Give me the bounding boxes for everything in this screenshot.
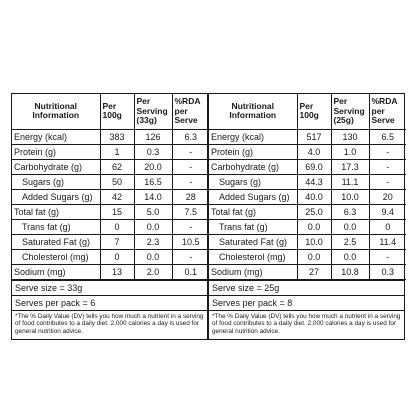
header-per-100g: Per 100g [100, 94, 134, 129]
per-100g-value: 50 [100, 174, 134, 189]
per-100g-value: 1 [100, 144, 134, 159]
per-serving-value: 14.0 [134, 189, 172, 204]
table-row [12, 129, 209, 144]
per-100g-value: 10.0 [297, 234, 331, 249]
per-100g-value: 15 [100, 204, 134, 219]
per-serving-value: 0.0 [134, 249, 172, 264]
rda-value: 0.1 [172, 264, 209, 279]
rda-value: - [369, 174, 406, 189]
per-serving-value: 11.1 [331, 174, 369, 189]
per-serving-value: 0.0 [331, 219, 369, 234]
per-serving-value: 1.0 [331, 144, 369, 159]
table-row [209, 264, 406, 279]
per-100g-value: 40.0 [297, 189, 331, 204]
per-serving-value: 130 [331, 129, 369, 144]
rda-value: 10.5 [172, 234, 209, 249]
nutrient-name: Sodium (mg) [209, 264, 297, 279]
table-row [12, 204, 209, 219]
table-row [209, 129, 406, 144]
per-100g-value: 0.0 [297, 249, 331, 264]
per-100g-value: 0 [100, 249, 134, 264]
per-100g-value: 42 [100, 189, 134, 204]
rda-value: - [172, 159, 209, 174]
serve-size: Serve size = 25g [209, 280, 404, 295]
serve-size: Serve size = 33g [12, 280, 207, 295]
per-serving-value: 16.5 [134, 174, 172, 189]
nutrient-name: Trans fat (g) [12, 219, 100, 234]
rda-value: 9.4 [369, 204, 406, 219]
rda-value: 11.4 [369, 234, 406, 249]
nutrient-name: Energy (kcal) [209, 129, 297, 144]
header-per-serving: Per Serving (33g) [134, 94, 172, 129]
header-per-serving: Per Serving (25g) [331, 94, 369, 129]
rda-value: 6.3 [172, 129, 209, 144]
table-row [12, 234, 209, 249]
table-row [209, 219, 406, 234]
nutrient-name: Protein (g) [209, 144, 297, 159]
table-row [209, 234, 406, 249]
table-row [12, 174, 209, 189]
per-100g-value: 69.0 [297, 159, 331, 174]
nutrient-name: Carbohydrate (g) [209, 159, 297, 174]
header-nutrient: Nutritional Information [12, 94, 100, 129]
table-row [12, 249, 209, 264]
rda-value: - [172, 144, 209, 159]
per-100g-value: 27 [297, 264, 331, 279]
header-nutrient: Nutritional Information [209, 94, 297, 129]
per-serving-value: 2.3 [134, 234, 172, 249]
per-serving-value: 10.0 [331, 189, 369, 204]
table-row [209, 159, 406, 174]
nutrient-name: Energy (kcal) [12, 129, 100, 144]
rda-value: - [369, 144, 406, 159]
rda-value: - [172, 174, 209, 189]
nutrition-table [209, 94, 406, 280]
rda-value: - [172, 249, 209, 264]
per-serving-value: 6.3 [331, 204, 369, 219]
per-serving-value: 2.5 [331, 234, 369, 249]
table-row [12, 189, 209, 204]
nutrient-name: Protein (g) [12, 144, 100, 159]
per-100g-value: 7 [100, 234, 134, 249]
per-100g-value: 13 [100, 264, 134, 279]
table-row [209, 204, 406, 219]
table-row [209, 189, 406, 204]
nutrient-name: Saturated Fat (g) [209, 234, 297, 249]
per-serving-value: 5.0 [134, 204, 172, 219]
rda-value: - [172, 219, 209, 234]
table-row [209, 249, 406, 264]
per-100g-value: 62 [100, 159, 134, 174]
per-serving-value: 0.3 [134, 144, 172, 159]
per-serving-value: 126 [134, 129, 172, 144]
rda-value: - [369, 249, 406, 264]
rda-value: 7.5 [172, 204, 209, 219]
per-serving-value: 2.0 [134, 264, 172, 279]
per-100g-value: 4.0 [297, 144, 331, 159]
nutrient-name: Cholesterol (mg) [12, 249, 100, 264]
table-header-row [12, 94, 209, 129]
per-100g-value: 383 [100, 129, 134, 144]
table-header-row [209, 94, 406, 129]
rda-value: - [369, 159, 406, 174]
header-rda: %RDA per Serve [369, 94, 406, 129]
table-row [209, 174, 406, 189]
nutrient-name: Carbohydrate (g) [12, 159, 100, 174]
per-serving-value: 10.8 [331, 264, 369, 279]
daily-value-note: *The % Daily Value (DV) tells you how much a nutrient in a serving of food contributes to a daily diet. 2,000 calories a day is used for general nutrition advice. [12, 310, 207, 339]
per-serving-value: 0.0 [331, 249, 369, 264]
rda-value: 0 [369, 219, 406, 234]
per-100g-value: 0 [100, 219, 134, 234]
serves-per-pack: Serves per pack = 8 [209, 295, 404, 310]
nutrient-name: Saturated Fat (g) [12, 234, 100, 249]
per-serving-value: 0.0 [134, 219, 172, 234]
rda-value: 0.3 [369, 264, 406, 279]
nutrition-panel-left [11, 93, 208, 340]
nutrient-name: Cholesterol (mg) [209, 249, 297, 264]
nutrient-name: Added Sugars (g) [209, 189, 297, 204]
nutrient-name: Total fat (g) [12, 204, 100, 219]
per-100g-value: 44.3 [297, 174, 331, 189]
per-serving-value: 20.0 [134, 159, 172, 174]
rda-value: 20 [369, 189, 406, 204]
rda-value: 6.5 [369, 129, 406, 144]
table-row [12, 144, 209, 159]
per-100g-value: 0.0 [297, 219, 331, 234]
nutrition-panel-right [208, 93, 405, 340]
rda-value: 28 [172, 189, 209, 204]
table-row [12, 219, 209, 234]
daily-value-note: *The % Daily Value (DV) tells you how much a nutrient in a serving of food contributes to a daily diet. 2,000 calories a day is used for general nutrition advice. [209, 310, 404, 339]
nutrient-name: Trans fat (g) [209, 219, 297, 234]
nutrient-name: Total fat (g) [209, 204, 297, 219]
nutrient-name: Sodium (mg) [12, 264, 100, 279]
nutrition-table [12, 94, 209, 280]
serves-per-pack: Serves per pack = 6 [12, 295, 207, 310]
nutrient-name: Sugars (g) [209, 174, 297, 189]
per-serving-value: 17.3 [331, 159, 369, 174]
header-per-100g: Per 100g [297, 94, 331, 129]
per-100g-value: 25.0 [297, 204, 331, 219]
per-100g-value: 517 [297, 129, 331, 144]
nutrient-name: Added Sugars (g) [12, 189, 100, 204]
table-row [12, 159, 209, 174]
table-row [12, 264, 209, 279]
nutrient-name: Sugars (g) [12, 174, 100, 189]
table-row [209, 144, 406, 159]
header-rda: %RDA per Serve [172, 94, 209, 129]
